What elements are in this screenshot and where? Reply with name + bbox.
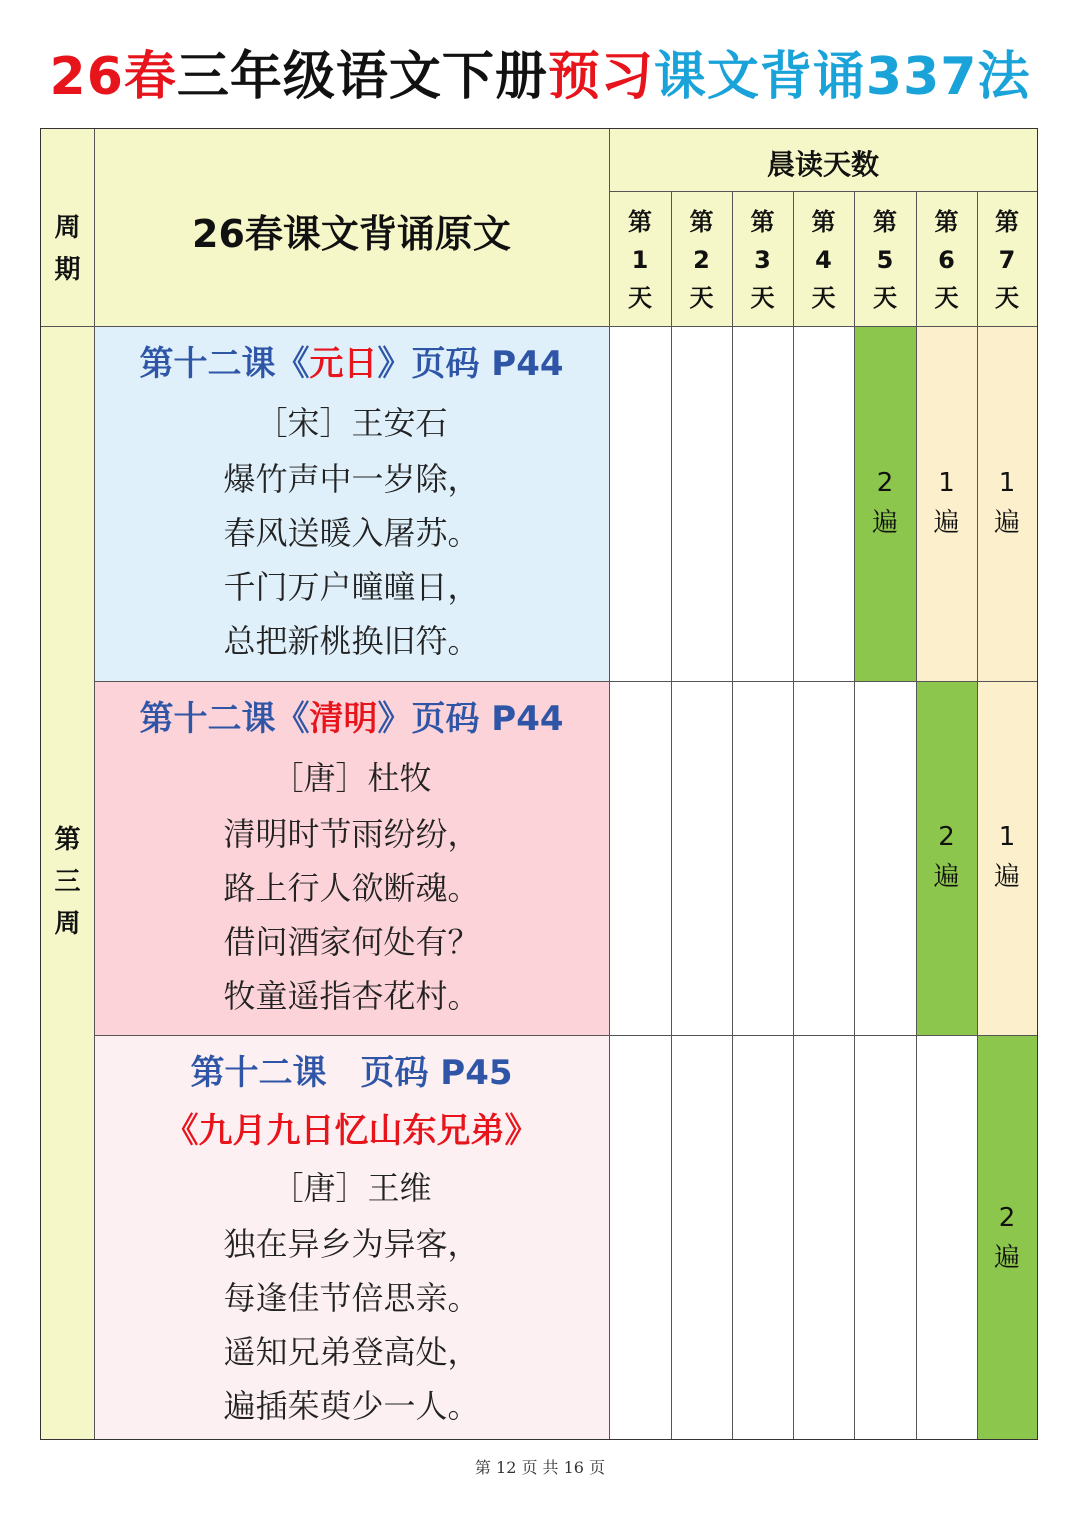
- lesson-3-day7-count: 2遍: [993, 1203, 1020, 1273]
- page-title: [0, 42, 1080, 112]
- page-footer: 第 12 页 共 16 页: [474, 1458, 606, 1477]
- lesson-1-line: 爆竹声中一岁除，: [223, 460, 480, 498]
- lesson-1-line: 总把新桃换旧符。: [223, 622, 480, 660]
- day-4-header: 第4天: [811, 208, 836, 312]
- lesson-3-line: 每逢佳节倍思亲。: [223, 1279, 480, 1317]
- lesson-2-title: 第十二课《清明》页码 P44: [139, 699, 564, 739]
- lesson-3-line: 独在异乡为异客，: [223, 1225, 480, 1263]
- lesson-2-day7-count: 1遍: [993, 822, 1020, 892]
- lesson-2-author: ［唐］杜牧: [271, 759, 432, 797]
- recitation-table: [40, 128, 1038, 1440]
- title-grade: 三年级语文下册: [176, 47, 548, 107]
- day-2-header: 第2天: [689, 208, 714, 312]
- day-5-header: 第5天: [873, 208, 897, 312]
- lesson-1-day6-count: 1遍: [933, 468, 960, 538]
- lesson-1-line: 千门万户曈曈日，: [223, 568, 480, 606]
- lesson-2-line: 借问酒家何处有？: [223, 923, 480, 961]
- day-1-header: 第1天: [628, 208, 652, 312]
- lesson-2-line: 清明时节雨纷纷，: [223, 815, 480, 853]
- lesson-3-poem-name: 《九月九日忆山东兄弟》: [164, 1111, 539, 1151]
- title-year: 26春: [49, 47, 177, 107]
- lesson-2-day6-count: 2遍: [933, 822, 960, 892]
- lesson-1-author: ［宋］王安石: [255, 404, 448, 442]
- week-label: 第三周: [54, 825, 81, 939]
- day-3-header: 第3天: [750, 208, 775, 312]
- lesson-2-line: 路上行人欲断魂。: [223, 869, 480, 907]
- day-6-header: 第6天: [934, 208, 959, 312]
- lesson-2-line: 牧童遥指杏花村。: [223, 977, 480, 1015]
- lesson-3-title: 第十二课 页码 P45: [190, 1053, 513, 1093]
- lesson-3-line: 遥知兄弟登高处，: [223, 1333, 480, 1371]
- lesson-1-day7-count: 1遍: [993, 468, 1020, 538]
- lesson-3-line: 遍插茱萸少一人。: [223, 1387, 480, 1425]
- period-label: 周期: [54, 213, 81, 285]
- lesson-1: [94, 334, 609, 668]
- day-7-header: 第7天: [995, 208, 1019, 312]
- title-preview: 预习: [547, 47, 654, 107]
- main-header: 26春课文背诵原文: [192, 212, 511, 256]
- lesson-3: [94, 1043, 609, 1433]
- lesson-1-day5-count: 2遍: [871, 468, 898, 538]
- days-header: 晨读天数: [766, 148, 879, 181]
- lesson-3-author: ［唐］王维: [271, 1169, 432, 1207]
- lesson-2: [94, 689, 609, 1023]
- lesson-1-title: 第十二课《元日》页码 P44: [139, 344, 564, 384]
- title-method: 课文背诵337法: [653, 47, 1031, 107]
- lesson-1-line: 春风送暖入屠苏。: [223, 514, 480, 552]
